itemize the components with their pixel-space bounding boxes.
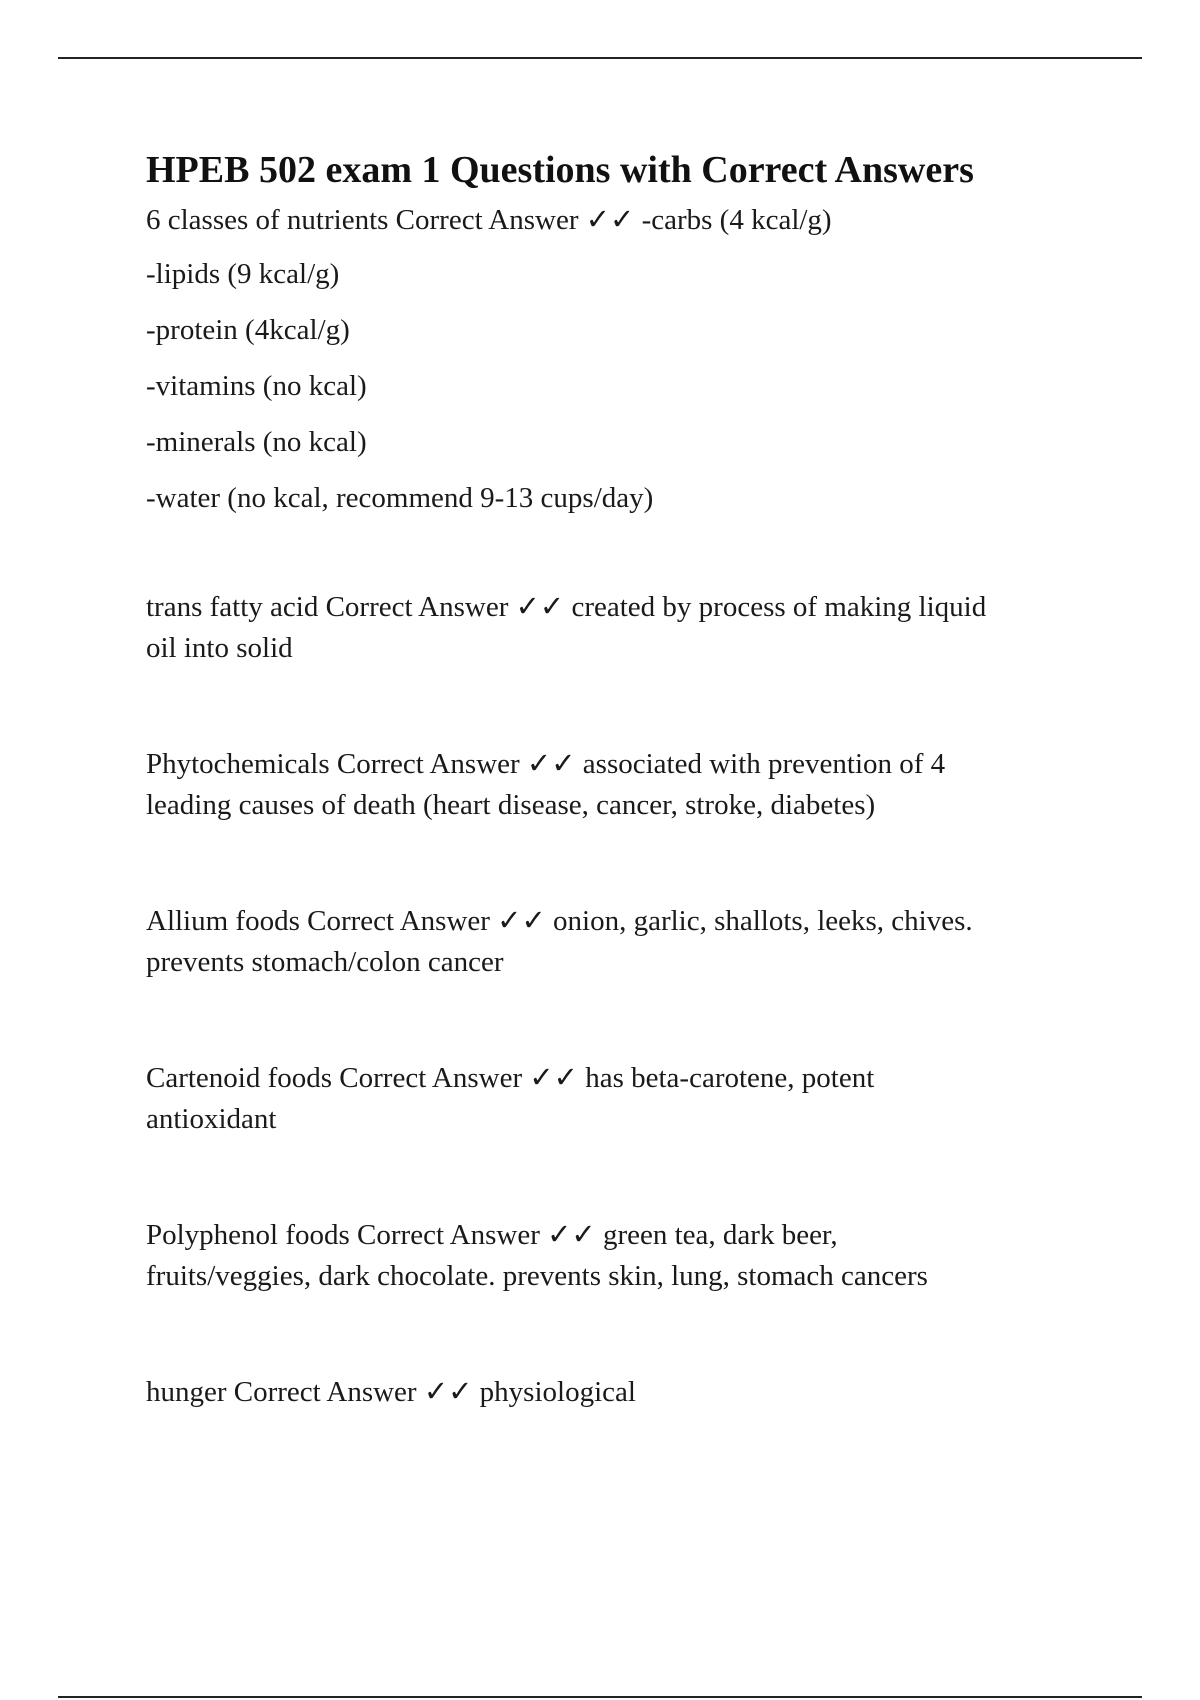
qa-line: prevents stomach/colon cancer — [146, 946, 504, 978]
qa-line: -lipids (9 kcal/g) — [146, 258, 340, 290]
qa-line: hunger Correct Answer ✓✓ physiological — [146, 1376, 636, 1408]
qa-entry-polyphenol-foods — [146, 1215, 1096, 1297]
qa-line: -vitamins (no kcal) — [146, 370, 367, 402]
document-body — [146, 146, 1096, 1413]
qa-line: Cartenoid foods Correct Answer ✓✓ has beta-carotene, potent — [146, 1062, 875, 1094]
qa-line: antioxidant — [146, 1103, 277, 1135]
qa-line: -minerals (no kcal) — [146, 426, 367, 458]
top-rule — [58, 57, 1142, 59]
qa-line: Phytochemicals Correct Answer ✓✓ associated with prevention of 4 — [146, 748, 946, 780]
qa-line: trans fatty acid Correct Answer ✓✓ created by process of making liquid — [146, 591, 987, 623]
qa-line: oil into solid — [146, 632, 293, 664]
qa-entry-phytochemicals — [146, 744, 1096, 826]
qa-entry-allium-foods — [146, 901, 1096, 983]
qa-line: -protein (4kcal/g) — [146, 314, 350, 346]
qa-entry-trans-fatty-acid — [146, 587, 1096, 669]
qa-line: fruits/veggies, dark chocolate. prevents skin, lung, stomach cancers — [146, 1260, 928, 1292]
document-title: HPEB 502 exam 1 Questions with Correct Answers — [146, 149, 974, 191]
qa-line: Polyphenol foods Correct Answer ✓✓ green tea, dark beer, — [146, 1219, 838, 1251]
qa-line: -water (no kcal, recommend 9-13 cups/day) — [146, 482, 654, 514]
bottom-rule — [58, 1696, 1142, 1698]
qa-line: Allium foods Correct Answer ✓✓ onion, garlic, shallots, leeks, chives. — [146, 905, 973, 937]
qa-entry-nutrient-classes — [146, 200, 1096, 519]
qa-line: leading causes of death (heart disease, cancer, stroke, diabetes) — [146, 789, 876, 821]
qa-line: 6 classes of nutrients Correct Answer ✓✓ -carbs (4 kcal/g) — [146, 204, 832, 236]
qa-entry-cartenoid-foods — [146, 1058, 1096, 1140]
qa-entry-hunger — [146, 1372, 1096, 1413]
